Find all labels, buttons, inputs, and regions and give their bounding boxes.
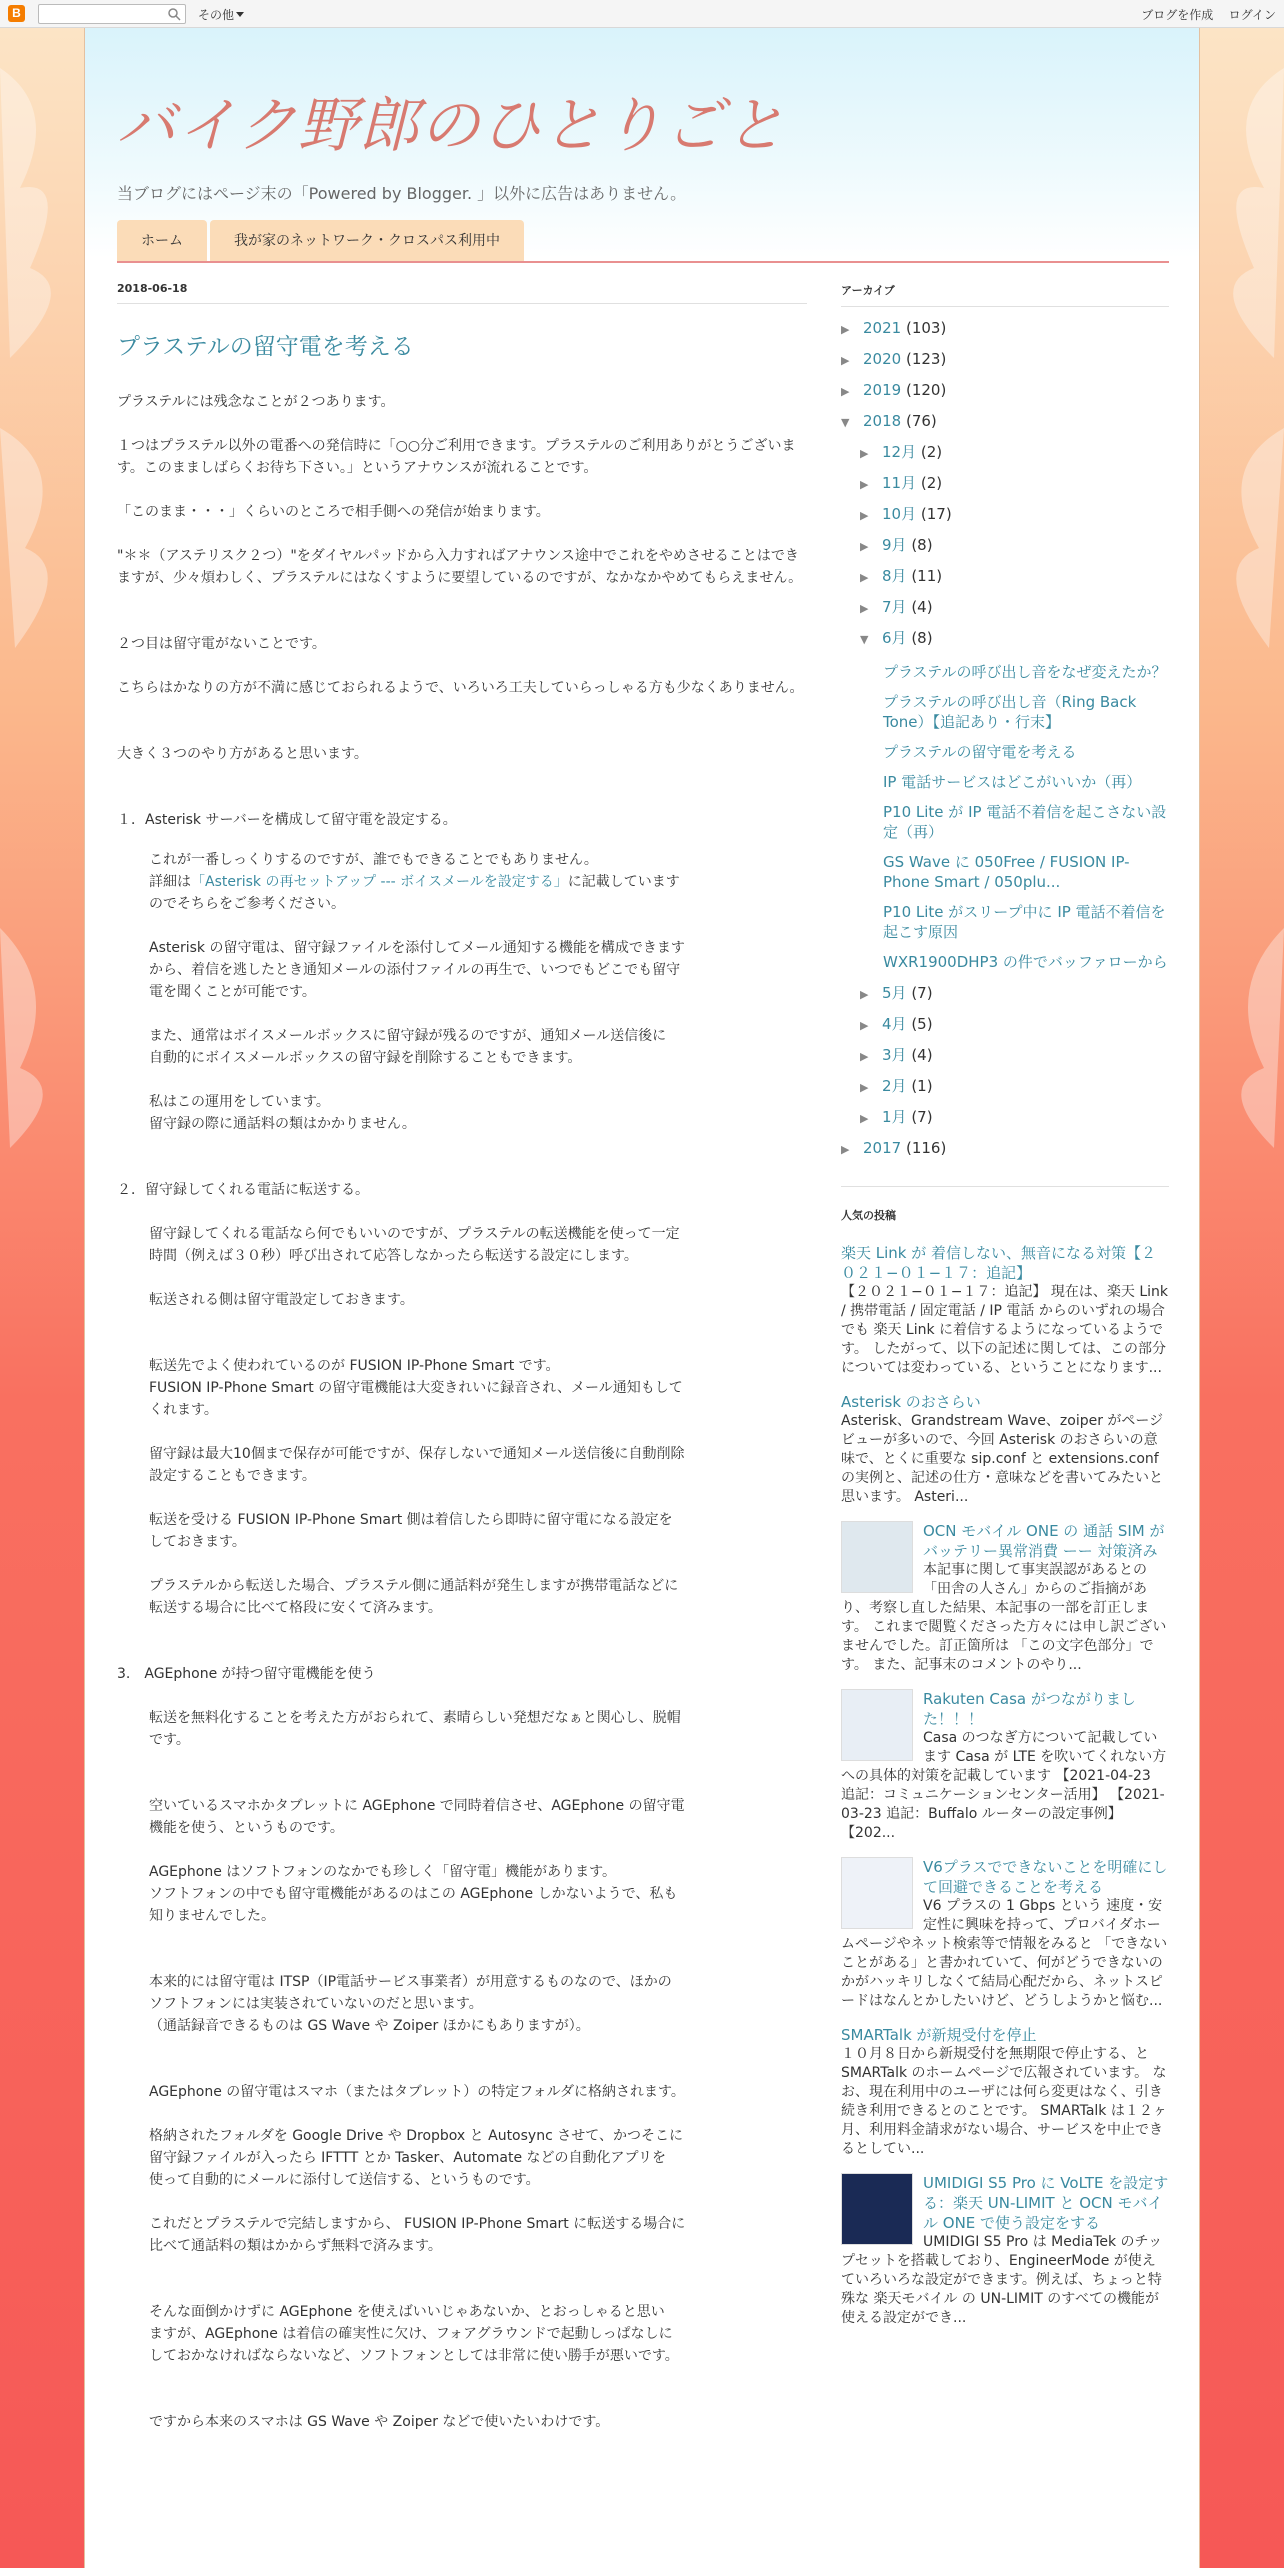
archive-count: (2) — [920, 443, 943, 461]
archive-post-link[interactable]: プラステルの留守電を考える — [883, 743, 1077, 761]
post-paragraph: AGEphone の留守電はスマホ（またはタブレット）の特定フォルダに格納されます。 — [149, 2084, 685, 2100]
archive-month-label[interactable]: 5月 — [882, 984, 907, 1002]
archive-year-2021[interactable] — [841, 317, 1169, 348]
archive-year-label[interactable]: 2018 — [863, 412, 902, 430]
popular-post-title[interactable]: Asterisk のおさらい — [841, 1393, 981, 1411]
archive-count: (7) — [911, 984, 933, 1002]
section-heading: １．Asterisk サーバーを構成して留守電を設定する。 — [117, 812, 457, 828]
post-thumbnail[interactable] — [841, 2173, 913, 2245]
popular-post-snippet: Asterisk、Grandstream Wave、zoiper がページビューが多いので、今回 Asterisk のおさらいの意味で、とくに重要な sip.conf と extensions.conf の実例と、記述の仕方・意味などを書いてみたいと思います。 Asteri... — [841, 1413, 1164, 1505]
palm-leaf-decoration-right — [1200, 28, 1284, 2568]
post-text: に記載しています のでそちらをご参考ください。 — [149, 874, 680, 912]
popular-post — [841, 1857, 1169, 2011]
archive-count: (4) — [911, 598, 933, 616]
archive-count: (2) — [920, 474, 943, 492]
popular-post-snippet: 【２０２１−０１−１７：追記】 現在は、楽天 Link / 携帯電話 / 固定電話 / IP 電話 からのいずれの場合でも 楽天 Link に着信するようになっているようです。 したがって、以下の記述に関しては、この部分については変わっている、ということになります... — [841, 1284, 1169, 1376]
archive-count: (76) — [905, 412, 937, 430]
popular-post-title[interactable]: OCN モバイル ONE の 通話 SIM がバッテリー異常消費 ーー 対策済み — [923, 1522, 1165, 1560]
post-paragraph: プラステルには残念なことが２つあります。 — [117, 394, 395, 410]
archive-count: (11) — [911, 567, 943, 585]
popular-posts-title: 人気の投稿 — [841, 1209, 896, 1222]
chevron-down-icon — [236, 12, 244, 17]
post-paragraph: 大きく３つのやり方があると思います。 — [117, 746, 368, 762]
more-menu-label: その他 — [198, 8, 235, 22]
archive-month[interactable] — [860, 1075, 1169, 1106]
archive-month-label[interactable]: 1月 — [882, 1108, 907, 1126]
archive-month-label[interactable]: 12月 — [882, 443, 917, 461]
popular-post-snippet: １０月８日から新規受付を無期限で停止する、と SMARTalk のホームページで広報されています。 なお、現在利用中のユーザには何ら変更はなく、引き続き利用できるとのことです。 SMARTalk は１２ヶ月、利用料金請求がない場合、サービスを中止できるとしてい... — [841, 2046, 1167, 2157]
archive-count: (8) — [911, 536, 933, 554]
triangle-down-icon[interactable]: ▼ — [860, 633, 869, 646]
archive-count: (7) — [911, 1108, 933, 1126]
archive-month[interactable] — [860, 472, 1169, 503]
post-paragraph: 転送を無料化することを考えた方がおられて、素晴らしい発想だなぁと関心し、脱帽 です。 — [149, 1710, 681, 1748]
post-body — [117, 391, 807, 2433]
palm-leaf-decoration-left — [0, 28, 84, 2568]
post-paragraph: 空いているスマホかタブレットに AGEphone で同時着信させ、AGEphone の留守電 機能を使う、というものです。 — [149, 1798, 685, 1836]
asterisk-voicemail-link[interactable]: 「Asterisk の再セットアップ --- ボイスメールを設定する」 — [191, 874, 568, 890]
post-title[interactable]: プラステルの留守電を考える — [117, 334, 414, 360]
navbar-search-input[interactable] — [38, 4, 186, 24]
archive-month[interactable] — [860, 1013, 1169, 1044]
popular-posts-list — [841, 1243, 1169, 2328]
archive-month-label[interactable]: 7月 — [882, 598, 907, 616]
popular-post-title[interactable]: UMIDIGI S5 Pro に VoLTE を設定する：楽天 UN-LIMIT と OCN モバイル ONE で使う設定をする — [923, 2174, 1169, 2232]
page-tabs — [117, 220, 527, 262]
archive-post-link[interactable]: P10 Lite がスリープ中に IP 電話不着信を起こす原因 — [883, 903, 1166, 941]
triangle-right-icon[interactable]: ▶ — [860, 1081, 869, 1094]
archive-count: (17) — [920, 505, 952, 523]
post-paragraph: ですから本来のスマホは GS Wave や Zoiper などで使いたいわけです。 — [149, 2414, 610, 2430]
archive-count: (116) — [905, 1139, 947, 1157]
blog-description: 当ブログにはページ末の「Powered by Blogger. 」以外に広告はありません。 — [117, 184, 687, 203]
popular-post — [841, 1243, 1169, 1378]
triangle-right-icon[interactable]: ▶ — [860, 447, 869, 460]
archive-month[interactable] — [860, 982, 1169, 1013]
archive-post-link[interactable]: プラステルの呼び出し音をなぜ変えたか？ — [883, 663, 1167, 681]
archive-post-link[interactable]: GS Wave に 050Free / FUSION IP-Phone Smart / 050plu... — [883, 853, 1130, 891]
post-paragraph: 転送される側は留守電設定しておきます。 — [149, 1292, 414, 1308]
triangle-right-icon[interactable]: ▶ — [841, 354, 850, 367]
blog-title[interactable]: バイク野郎のひとりごと — [116, 91, 786, 161]
popular-post — [841, 1392, 1169, 1507]
post-paragraph: 格納されたフォルダを Google Drive や Dropbox と Autosync させて、かつそこに 留守録ファイルが入ったら IFTTT とか Tasker、Automate などの自動化アプリを 使って自動的にメールに添付して送信する、というものです。 — [149, 2128, 683, 2188]
triangle-right-icon[interactable]: ▶ — [860, 1019, 869, 1032]
triangle-right-icon[interactable]: ▶ — [841, 385, 850, 398]
more-menu[interactable] — [198, 6, 244, 23]
blogger-navbar — [0, 0, 1284, 28]
post-paragraph: 転送を受ける FUSION IP-Phone Smart 側は着信したら即時に留守電になる設定を しておきます。 — [149, 1512, 673, 1550]
archive-year-2019[interactable] — [841, 379, 1169, 410]
archive-year-label[interactable]: 2017 — [863, 1139, 902, 1157]
post-paragraph: 転送先でよく使われているのが FUSION IP-Phone Smart です。 FUSION IP-Phone Smart の留守電機能は大変きれいに録音され、メール通知もして くれます。 — [149, 1358, 683, 1418]
post-paragraph: 留守録してくれる電話なら何でもいいのですが、プラステルの転送機能を使って一定 時間（例えば３０秒）呼び出されて応答しなかったら転送する設定にします。 — [149, 1226, 680, 1264]
tab-network[interactable]: 我が家のネットワーク・クロスパス利用中 — [210, 220, 524, 262]
archive-count: (4) — [911, 1046, 933, 1064]
post-paragraph: そんな面倒かけずに AGEphone を使えばいいじゃあないか、とおっしゃると思い ますが、AGEphone は着信の確実性に欠け、フォアグラウンドで起動しっぱなしに しておかなければならないなど、ソフトフォンとしては非常に使い勝手が悪いです。 — [149, 2304, 679, 2364]
archive-year-2018[interactable] — [841, 410, 1169, 441]
triangle-right-icon[interactable]: ▶ — [860, 478, 869, 491]
sidebar — [841, 282, 1169, 2342]
archive-month-label[interactable]: 11月 — [882, 474, 917, 492]
archive-month[interactable] — [860, 596, 1169, 627]
create-blog-link[interactable]: ブログを作成 — [1141, 8, 1214, 22]
archive-year-2017[interactable] — [841, 1137, 1169, 1168]
blogger-logo-icon[interactable]: B — [8, 5, 25, 22]
search-icon[interactable] — [167, 7, 181, 21]
tab-home[interactable]: ホーム — [117, 220, 207, 262]
triangle-right-icon[interactable]: ▶ — [860, 988, 869, 1001]
post-paragraph: 留守録は最大10個まで保存が可能ですが、保存しないで通知メール送信後に自動削除 設定することもできます。 — [149, 1446, 685, 1484]
post-paragraph: "＊＊（アステリスク２つ）"をダイヤルパッドから入力すればアナウンス途中でこれをやめさせることはできますが、少々煩わしく、プラステルにはなくすように要望しているのですが、なかなかやめてもらえません。 — [117, 548, 803, 586]
archive-year-2020[interactable] — [841, 348, 1169, 379]
post-thumbnail[interactable] — [841, 1857, 913, 1929]
post-paragraph: プラステルから転送した場合、プラステル側に通話料が発生しますが携帯電話などに 転送する場合に比べて格段に安くて済みます。 — [149, 1578, 679, 1616]
post-paragraph: これだとプラステルで完結しますから、 FUSION IP-Phone Smart に転送する場合に 比べて通話料の類はかからず無料で済みます。 — [149, 2216, 686, 2254]
triangle-right-icon[interactable]: ▶ — [841, 1143, 850, 1156]
archive-month-label[interactable]: 4月 — [882, 1015, 907, 1033]
archive-count: (123) — [905, 350, 947, 368]
popular-post — [841, 2173, 1169, 2328]
archive-post-link[interactable]: プラステルの呼び出し音（Ring Back Tone）【追記あり・行末】 — [883, 693, 1137, 731]
popular-post-title[interactable]: 楽天 Link が 着信しない、無音になる対策【２０２１−０１−１７：追記】 — [841, 1244, 1157, 1282]
section-heading: 3. AGEphone が持つ留守電機能を使う — [117, 1666, 376, 1682]
archive-month-label[interactable]: 8月 — [882, 567, 907, 585]
archive-month[interactable] — [860, 441, 1169, 472]
archive-month[interactable] — [860, 627, 1169, 658]
archive-year-label[interactable]: 2020 — [863, 350, 902, 368]
archive-month-label[interactable]: 3月 — [882, 1046, 907, 1064]
archive-month[interactable] — [860, 1044, 1169, 1075]
post-paragraph: こちらはかなりの方が不満に感じておられるようで、いろいろ工夫していらっしゃる方も少なくありません。 — [117, 680, 804, 696]
popular-post-snippet: 本記事に関して事実誤認があるとの「田舎の人さん」からのご指摘があり、考察し直した結果、本記事の一部を訂正します。 これまで閲覧くださった方々には申し訳ございませんでした。訂正箇所は 「この文字色部分」です。 また、記事末のコメントのやり... — [841, 1562, 1167, 1673]
archive-month-label[interactable]: 6月 — [882, 629, 907, 647]
post-thumbnail[interactable] — [841, 1689, 913, 1761]
popular-post-snippet: V6 プラスの 1 Gbps という 速度・安定性に興味を持って、プロバイダホームページやネット検索等で情報をみると 「できないことがある」と書かれていて、何がどうできないのかがハッキリしなくて結局心配だから、ネットスピードはなんとかしたいけど、どうしようかと悩む... — [841, 1898, 1168, 2009]
login-link[interactable]: ログイン — [1228, 8, 1276, 22]
archive-count: (120) — [905, 381, 947, 399]
popular-post — [841, 1689, 1169, 1843]
post-paragraph: １つはプラステル以外の電番への発信時に「○○分ご利用できます。プラステルのご利用ありがとうございます。このまましばらくお待ち下さい。」というアナウンスが流れることです。 — [117, 438, 796, 476]
triangle-right-icon[interactable]: ▶ — [860, 509, 869, 522]
triangle-right-icon[interactable]: ▶ — [860, 1050, 869, 1063]
triangle-right-icon[interactable]: ▶ — [860, 602, 869, 615]
archive-post-link[interactable]: WXR1900DHP3 の件でバッファローから — [883, 953, 1168, 971]
section-heading: ２．留守録してくれる電話に転送する。 — [117, 1182, 369, 1198]
post-thumbnail[interactable] — [841, 1521, 913, 1593]
popular-post-snippet: Casa のつなぎ方について記載しています Casa が LTE を吹いてくれない方への具体的対策を記載しています 【2021-04-23 追記：コミュニケーションセンター活用】 【2021-03-23 追記：Buffalo ルーターの設定事例】 【202... — [841, 1730, 1167, 1841]
post-text: これが一番しっくりするのですが、誰でもできることでもありません。 — [149, 852, 598, 868]
page-container — [84, 28, 1200, 2568]
archive-month-label[interactable]: 10月 — [882, 505, 917, 523]
triangle-right-icon[interactable]: ▶ — [841, 323, 850, 336]
popular-post-title[interactable]: V6プラスでできないことを明確にして回避できることを考える — [923, 1858, 1168, 1896]
popular-post — [841, 2025, 1169, 2159]
archive-count: (8) — [911, 629, 933, 647]
popular-post — [841, 1521, 1169, 1675]
popular-post-title[interactable]: SMARTalk が新規受付を停止 — [841, 2026, 1037, 2044]
post-paragraph: Asterisk の留守電は、留守録ファイルを添付してメール通知する機能を構成できます から、着信を逃したとき通知メールの添付ファイルの再生で、いつでもどこでも留守 電を聞くことが可能です。 — [149, 940, 685, 1000]
archive-year-label[interactable]: 2019 — [863, 381, 902, 399]
post-paragraph — [117, 849, 807, 915]
archive-post-link[interactable]: IP 電話サービスはどこがいいか（再） — [883, 773, 1142, 791]
archive-title: アーカイブ — [841, 282, 1169, 307]
post-paragraph: また、通常はボイスメールボックスに留守録が残るのですが、通知メール送信後に 自動的にボイスメールボックスの留守録を削除することもできます。 — [149, 1028, 667, 1066]
archive-month[interactable] — [860, 1106, 1169, 1137]
triangle-right-icon[interactable]: ▶ — [860, 571, 869, 584]
sidebar-divider — [841, 1186, 1169, 1187]
triangle-down-icon[interactable]: ▼ — [841, 416, 850, 429]
archive-month[interactable] — [860, 503, 1169, 534]
triangle-right-icon[interactable]: ▶ — [860, 540, 869, 553]
post-date: 2018-06-18 — [117, 282, 807, 304]
post-paragraph: AGEphone はソフトフォンのなかでも珍しく「留守電」機能があります。 ソフトフォンの中でも留守電機能があるのはこの AGEphone しかないようで、私も 知りませんでした。 — [149, 1864, 678, 1924]
post-paragraph: 「このまま・・・」くらいのところで相手側への発信が始まります。 — [117, 504, 550, 520]
post — [117, 282, 807, 2455]
archive-month-label[interactable]: 2月 — [882, 1077, 907, 1095]
archive-month[interactable] — [860, 565, 1169, 596]
archive-post-link[interactable]: P10 Lite が IP 電話不着信を起こさない設定（再） — [883, 803, 1167, 841]
post-paragraph: 私はこの運用をしています。 留守録の際に通話料の類はかかりません。 — [149, 1094, 416, 1132]
archive-count: (103) — [905, 319, 947, 337]
archive-month-label[interactable]: 9月 — [882, 536, 907, 554]
archive-year-label[interactable]: 2021 — [863, 319, 902, 337]
archive-month[interactable] — [860, 534, 1169, 565]
triangle-right-icon[interactable]: ▶ — [860, 1112, 869, 1125]
archive-count: (5) — [911, 1015, 933, 1033]
popular-post-snippet: UMIDIGI S5 Pro は MediaTek のチップセットを搭載しており、EngineerMode が使えていろいろな設定ができます。例えば、ちょっと特殊な 楽天モバイル の UN-LIMIT のすべての機能が使える設定ができ... — [841, 2234, 1163, 2326]
post-paragraph: ２つ目は留守電がないことです。 — [117, 636, 326, 652]
popular-post-title[interactable]: Rakuten Casa がつながりました！！！ — [923, 1690, 1136, 1728]
archive-count: (1) — [911, 1077, 933, 1095]
post-text: 詳細は — [149, 874, 191, 890]
tabs-divider — [117, 261, 1169, 263]
post-paragraph: 本来的には留守電は ITSP（IP電話サービス事業者）が用意するものなので、ほかの ソフトフォンには実装されていないのだと思います。 （通話録音できるものは GS Wave や Zoiper ほかにもありますが）。 — [149, 1974, 672, 2034]
